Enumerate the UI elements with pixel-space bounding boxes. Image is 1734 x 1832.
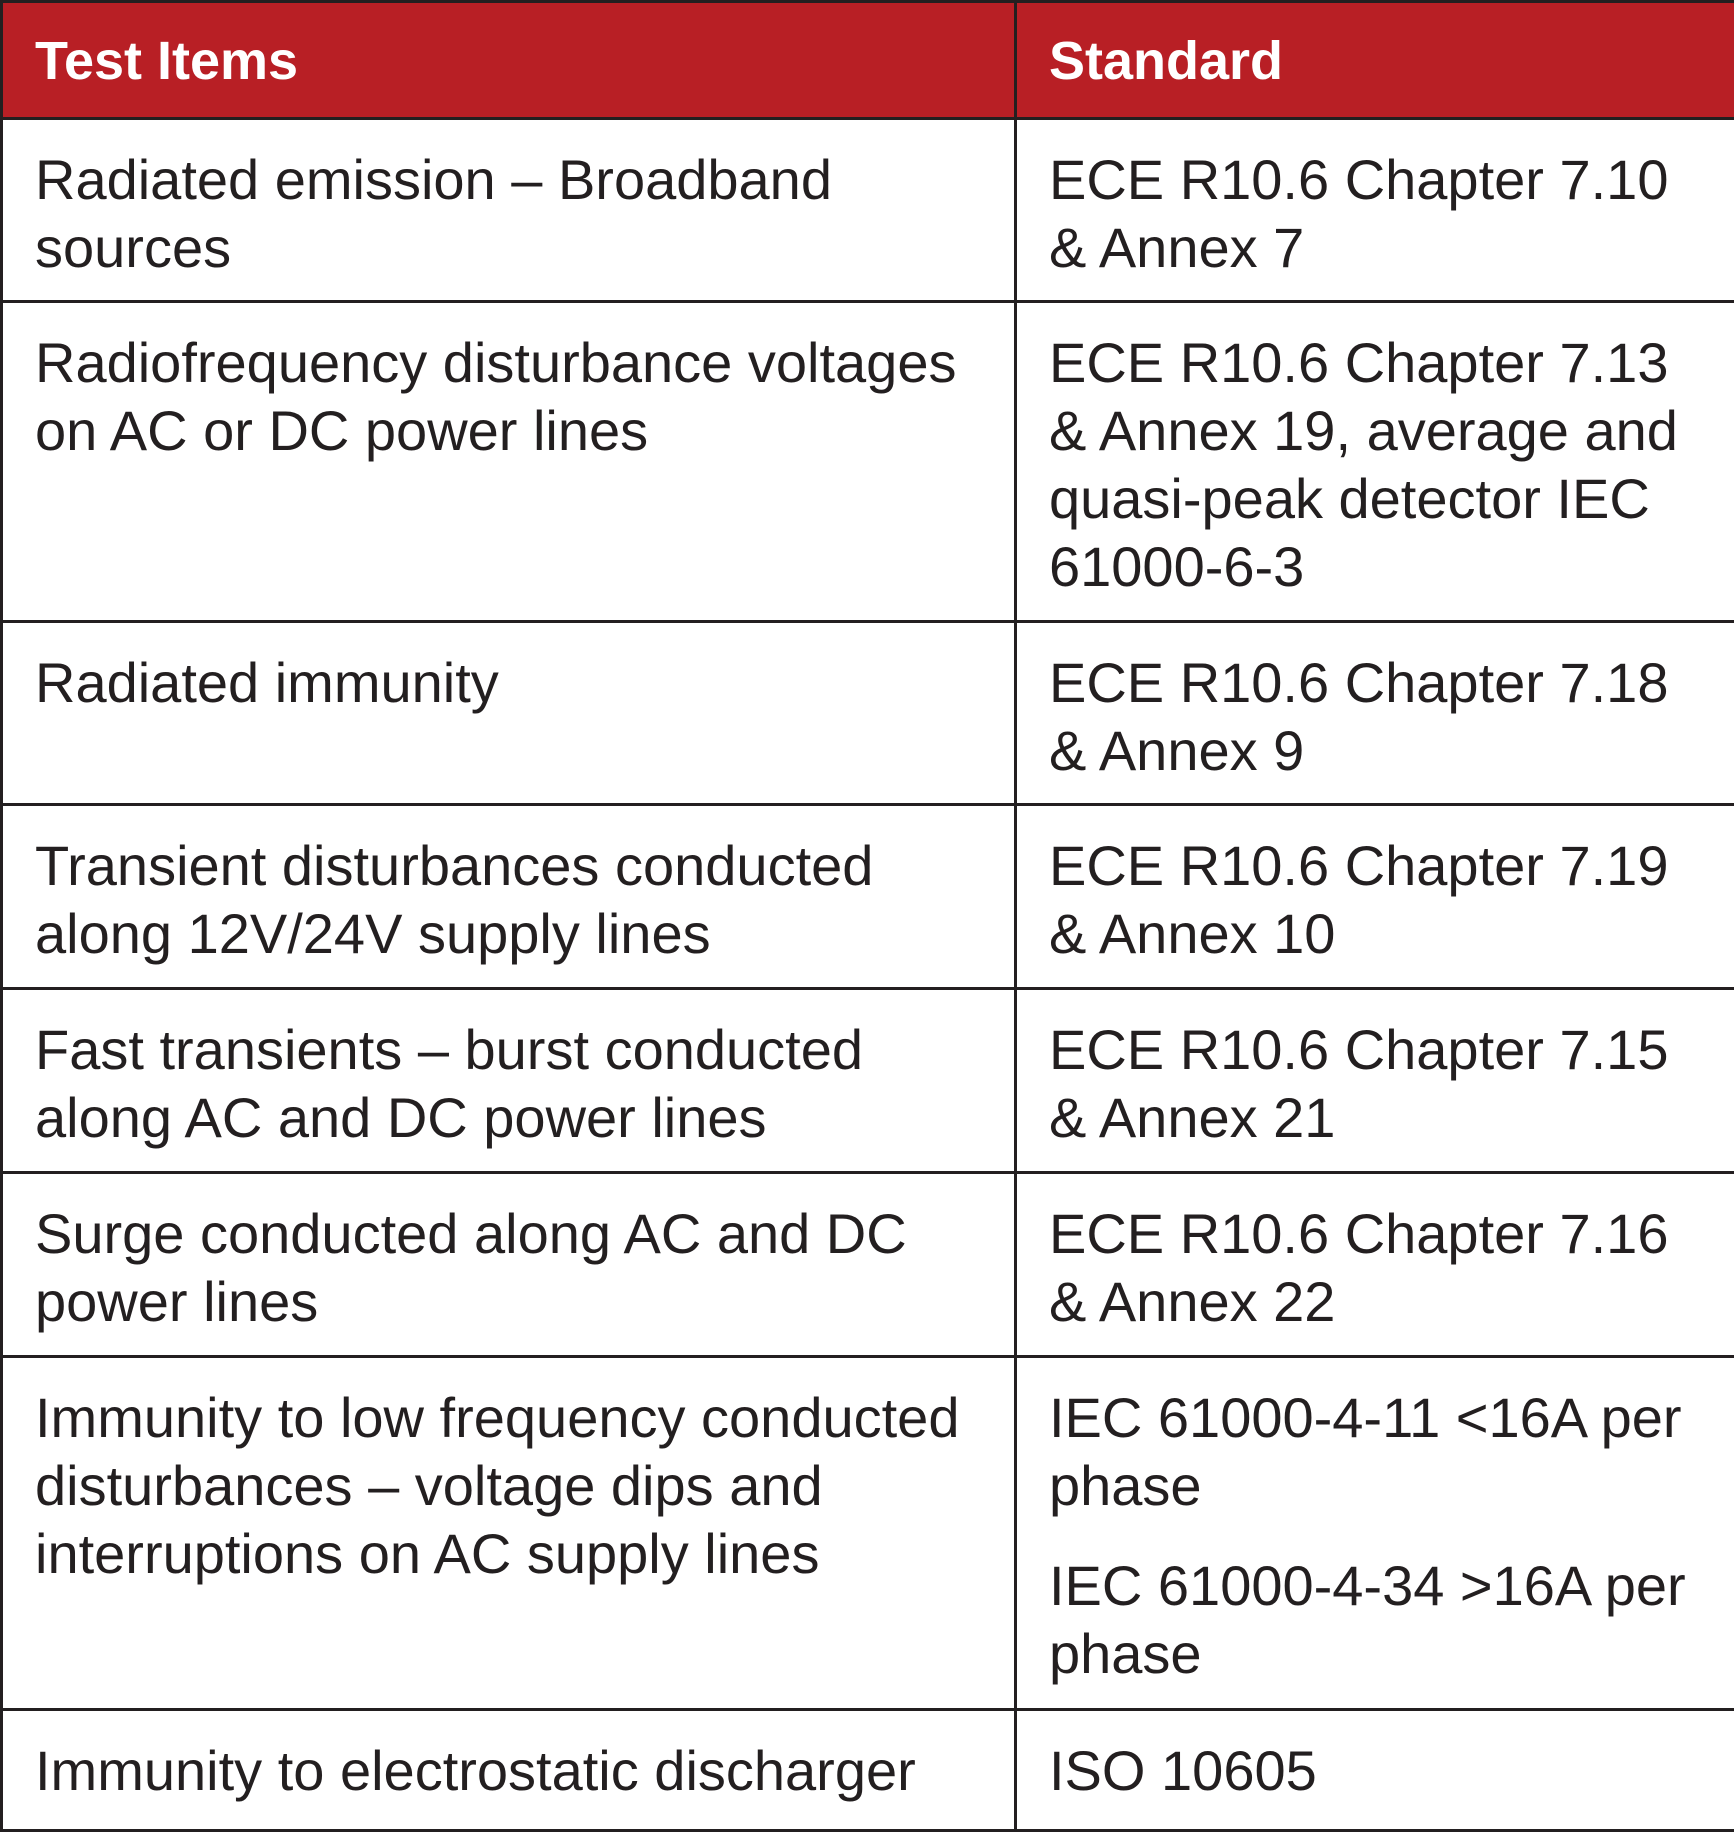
test-item-cell: Radiofrequency disturbance voltages on AC or DC power lines <box>2 302 1016 622</box>
standard-text: ECE R10.6 Chapter 7.15 & Annex 21 <box>1049 1016 1706 1152</box>
test-item-cell: Transient disturbances conducted along 12V/24V supply lines <box>2 805 1016 989</box>
header-standard: Standard <box>1016 2 1734 119</box>
standard-cell <box>1016 1173 1734 1357</box>
test-item-cell: Fast transients – burst conducted along AC and DC power lines <box>2 989 1016 1173</box>
table-row <box>2 989 1734 1173</box>
header-test-items: Test Items <box>2 2 1016 119</box>
test-item-cell: Surge conducted along AC and DC power lines <box>2 1173 1016 1357</box>
table-row <box>2 1710 1734 1831</box>
standard-text: ECE R10.6 Chapter 7.16 & Annex 22 <box>1049 1200 1706 1336</box>
standard-text: ISO 10605 <box>1049 1737 1706 1805</box>
standard-cell <box>1016 119 1734 302</box>
test-item-cell: Immunity to low frequency conducted disturbances – voltage dips and interruptions on AC supply lines <box>2 1357 1016 1710</box>
standard-text: ECE R10.6 Chapter 7.13 & Annex 19, average and quasi-peak detector IEC 61000-6-3 <box>1049 329 1706 601</box>
standard-text: IEC 61000-4-34 >16A per phase <box>1049 1552 1706 1688</box>
standard-text: ECE R10.6 Chapter 7.10 & Annex 7 <box>1049 146 1706 282</box>
standard-cell <box>1016 302 1734 622</box>
standard-cell <box>1016 805 1734 989</box>
standard-cell <box>1016 1357 1734 1710</box>
header-row <box>2 2 1734 119</box>
table-row <box>2 1173 1734 1357</box>
table-row <box>2 1357 1734 1710</box>
standard-cell <box>1016 1710 1734 1831</box>
test-item-cell: Immunity to electrostatic discharger <box>2 1710 1016 1831</box>
test-item-cell: Radiated emission – Broadband sources <box>2 119 1016 302</box>
table-row <box>2 622 1734 805</box>
table-row <box>2 302 1734 622</box>
standard-text: ECE R10.6 Chapter 7.18 & Annex 9 <box>1049 649 1706 785</box>
standard-text: IEC 61000-4-11 <16A per phase <box>1049 1384 1706 1520</box>
standard-cell <box>1016 989 1734 1173</box>
standard-cell <box>1016 622 1734 805</box>
table-row <box>2 119 1734 302</box>
table-row <box>2 805 1734 989</box>
standard-text: ECE R10.6 Chapter 7.19 & Annex 10 <box>1049 832 1706 968</box>
test-item-cell: Radiated immunity <box>2 622 1016 805</box>
